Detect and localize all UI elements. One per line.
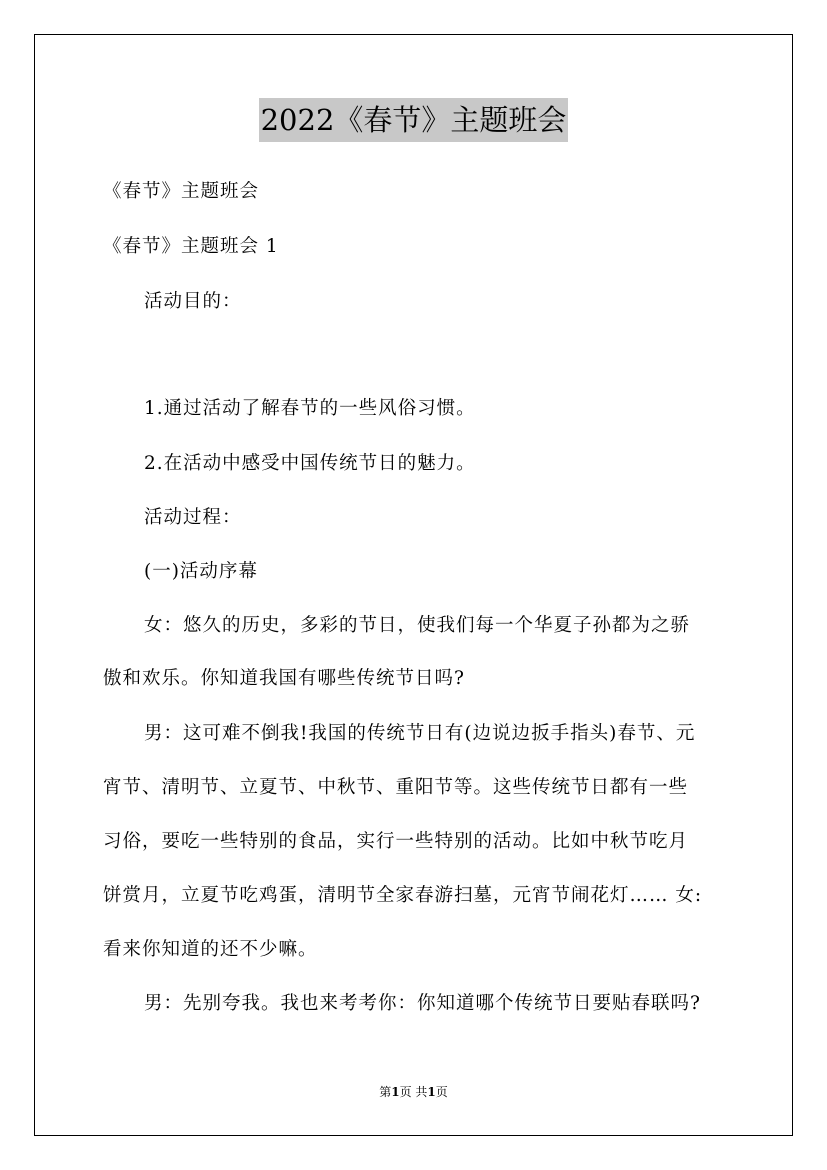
footer-page-suffix: 页: [435, 1085, 448, 1099]
footer-page-number: 1: [391, 1085, 400, 1099]
text-line[interactable]: 饼赏月，立夏节吃鸡蛋，清明节全家春游扫墓，元宵节闹花灯…… 女:: [103, 885, 703, 906]
text-line[interactable]: 《春节》主题班会 1: [103, 236, 279, 257]
text-line[interactable]: 看来你知道的还不少嘛。: [103, 939, 318, 960]
text-line[interactable]: 活动目的：: [144, 291, 242, 312]
page-footer: [0, 1084, 827, 1100]
footer-page-prefix: 第: [379, 1085, 392, 1099]
text-line[interactable]: 傲和欢乐。你知道我国有哪些传统节日吗?: [103, 668, 465, 689]
text-line[interactable]: 活动过程：: [144, 507, 242, 528]
text-line[interactable]: 习俗，要吃一些特别的食品，实行一些特别的活动。比如中秋节吃月: [103, 831, 689, 852]
text-line[interactable]: 《春节》主题班会: [103, 181, 260, 202]
footer-total-pages: 1: [427, 1085, 436, 1099]
document-title[interactable]: 2022《春节》主题班会: [259, 98, 569, 142]
text-line[interactable]: 女：悠久的历史，多彩的节日，使我们每一个华夏子孙都为之骄: [144, 615, 691, 636]
title-container: [0, 98, 827, 142]
text-line[interactable]: 男：这可难不倒我!我国的传统节日有(边说边扳手指头)春节、元: [144, 723, 696, 744]
text-line[interactable]: 2.在活动中感受中国传统节日的魅力。: [144, 453, 476, 474]
text-line[interactable]: (一)活动序幕: [144, 561, 258, 582]
text-line[interactable]: 男：先别夸我。我也来考考你：你知道哪个传统节日要贴春联吗?: [144, 993, 701, 1014]
footer-page-mid: 页 共: [399, 1085, 428, 1099]
text-line[interactable]: 1.通过活动了解春节的一些风俗习惯。: [144, 398, 476, 419]
text-line[interactable]: 宵节、清明节、立夏节、中秋节、重阳节等。这些传统节日都有一些: [103, 777, 689, 798]
